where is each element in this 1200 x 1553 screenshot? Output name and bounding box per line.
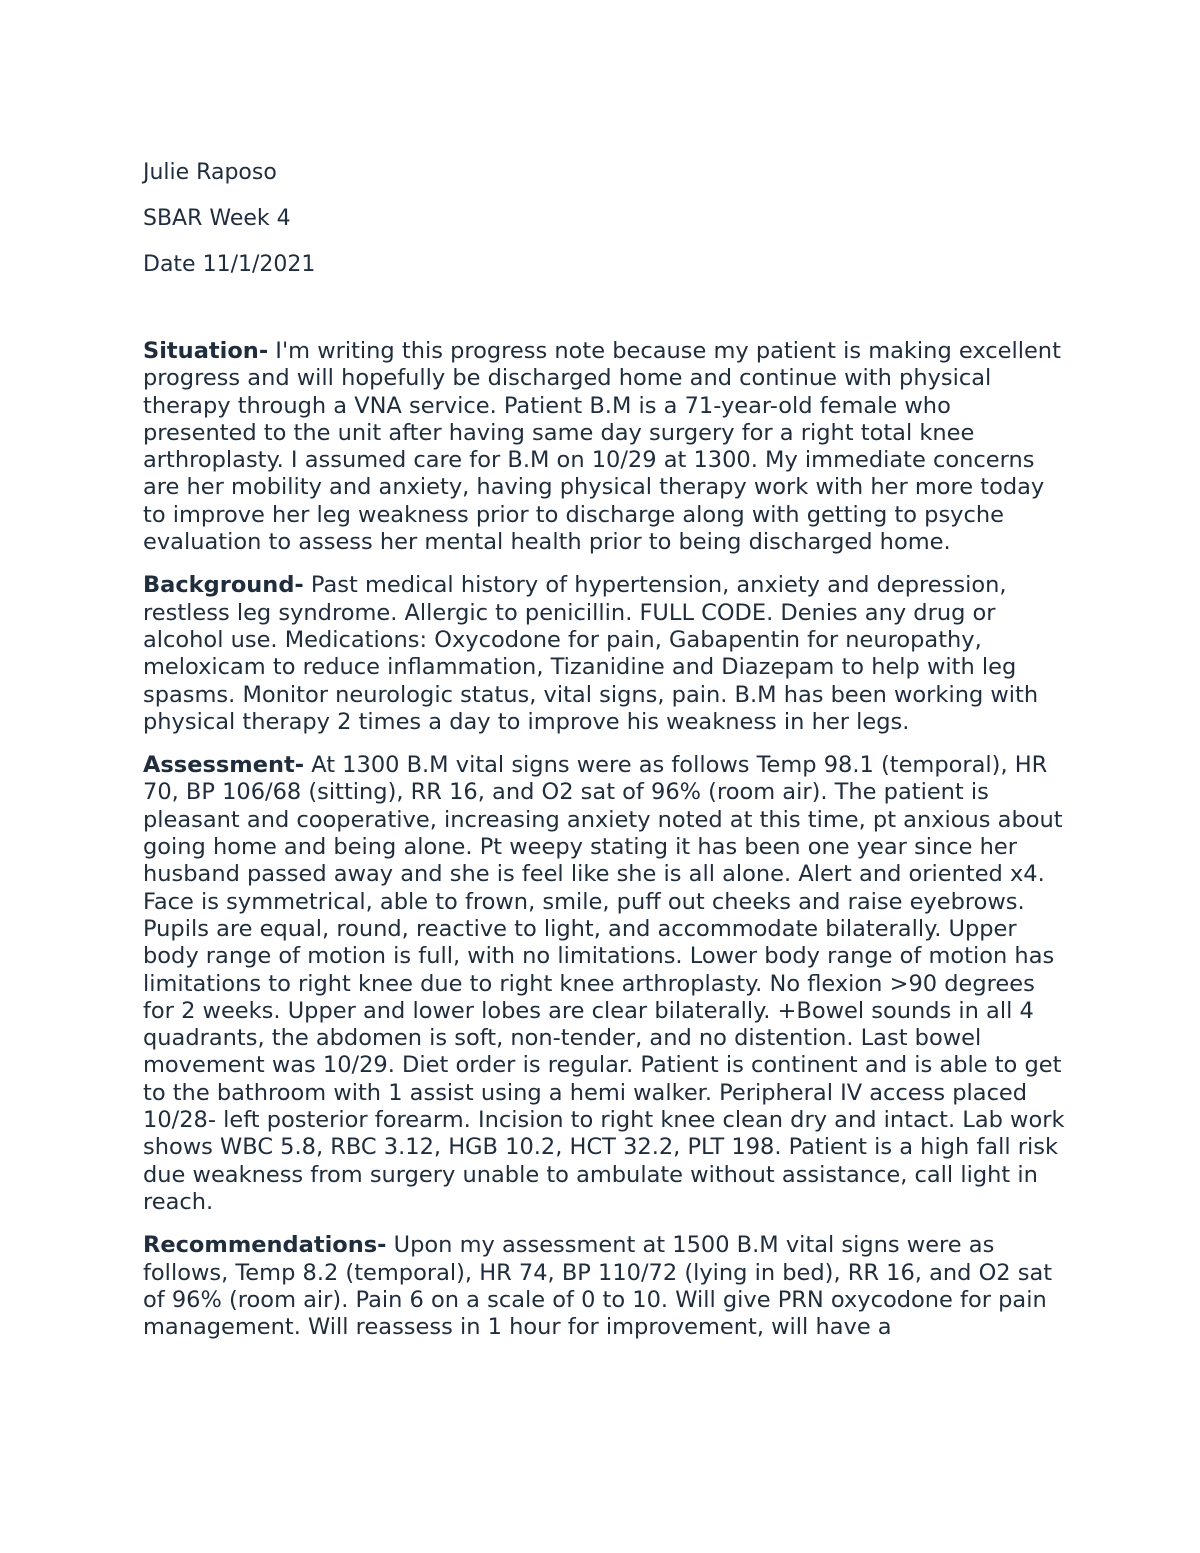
background-heading: Background-	[143, 572, 304, 599]
document-date: Date 11/1/2021	[143, 252, 316, 277]
author-name: Julie Raposo	[143, 160, 277, 185]
recommendations-heading: Recommendations-	[143, 1232, 387, 1259]
document-body	[143, 338, 1068, 1357]
recommendations-paragraph	[143, 1232, 1068, 1341]
assessment-paragraph	[143, 752, 1068, 1216]
document-header	[143, 158, 1043, 296]
assessment-text: At 1300 B.M vital signs were as follows Temp 98.1 (temporal), HR 70, BP 106/68 (sitting), RR 16, and O2 sat of 96% (room air). The patient is pleasant and cooperative, increasing anxiety noted at this time, pt anxious about going home and being alone. Pt weepy stating it has been one year since her husband passed away and she is feel like she is all alone. Alert and oriented x4. Face is symmetrical, able to frown, smile, puff out cheeks and raise eyebrows. Pupils are equal, round, reactive to light, and accommodate bilaterally. Upper body range of motion is full, with no limitations. Lower body range of motion has limitations to right knee due to right knee arthroplasty. No flexion >90 degrees for 2 weeks. Upper and lower lobes are clear bilaterally. +Bowel sounds in all 4 quadrants, the abdomen is soft, non-tender, and no distention. Last bowel movement was 10/29. Diet order is regular. Patient is continent and is able to get to the bathroom with 1 assist using a hemi walker. Peripheral IV access placed 10/28- left posterior forearm. Incision to right knee clean dry and intact. Lab work shows WBC 5.8, RBC 3.12, HGB 10.2, HCT 32.2, PLT 198. Patient is a high fall risk due weakness from surgery unable to ambulate without assistance, call light in reach.	[143, 752, 1065, 1215]
background-paragraph	[143, 572, 1068, 736]
assignment-title: SBAR Week 4	[143, 206, 291, 231]
situation-text: I'm writing this progress note because my patient is making excellent progress and will hopefully be discharged home and continue with physical therapy through a VNA service. Patient B.M is a 71-year-old female who presented to the unit after having same day surgery for a right total knee arthroplasty. I assumed care for B.M on 10/29 at 1300. My immediate concerns are her mobility and anxiety, having physical therapy work with her more today to improve her leg weakness prior to discharge along with getting to psyche evaluation to assess her mental health prior to being discharged home.	[143, 338, 1061, 556]
situation-heading: Situation-	[143, 338, 269, 364]
recommendations-text: Upon my assessment at 1500 B.M vital signs were as follows, Temp 8.2 (temporal), HR 74, BP 110/72 (lying in bed), RR 16, and O2 sat of 96% (room air). Pain 6 on a scale of 0 to 10. Will give PRN oxycodone for pain management. Will reassess in 1 hour for improvement, will have a	[143, 1232, 1053, 1341]
assessment-heading: Assessment-	[143, 752, 305, 779]
background-text: Past medical history of hypertension, anxiety and depression, restless leg syndrome. Allergic to penicillin. FULL CODE. Denies any drug or alcohol use. Medications: Oxycodone for pain, Gabapentin for neuropathy, meloxicam to reduce inflammation, Tizanidine and Diazepam to help with leg spasms. Monitor neurologic status, vital signs, pain. B.M has been working with physical therapy 2 times a day to improve his weakness in her legs.	[143, 572, 1039, 735]
situation-paragraph	[143, 338, 1068, 556]
